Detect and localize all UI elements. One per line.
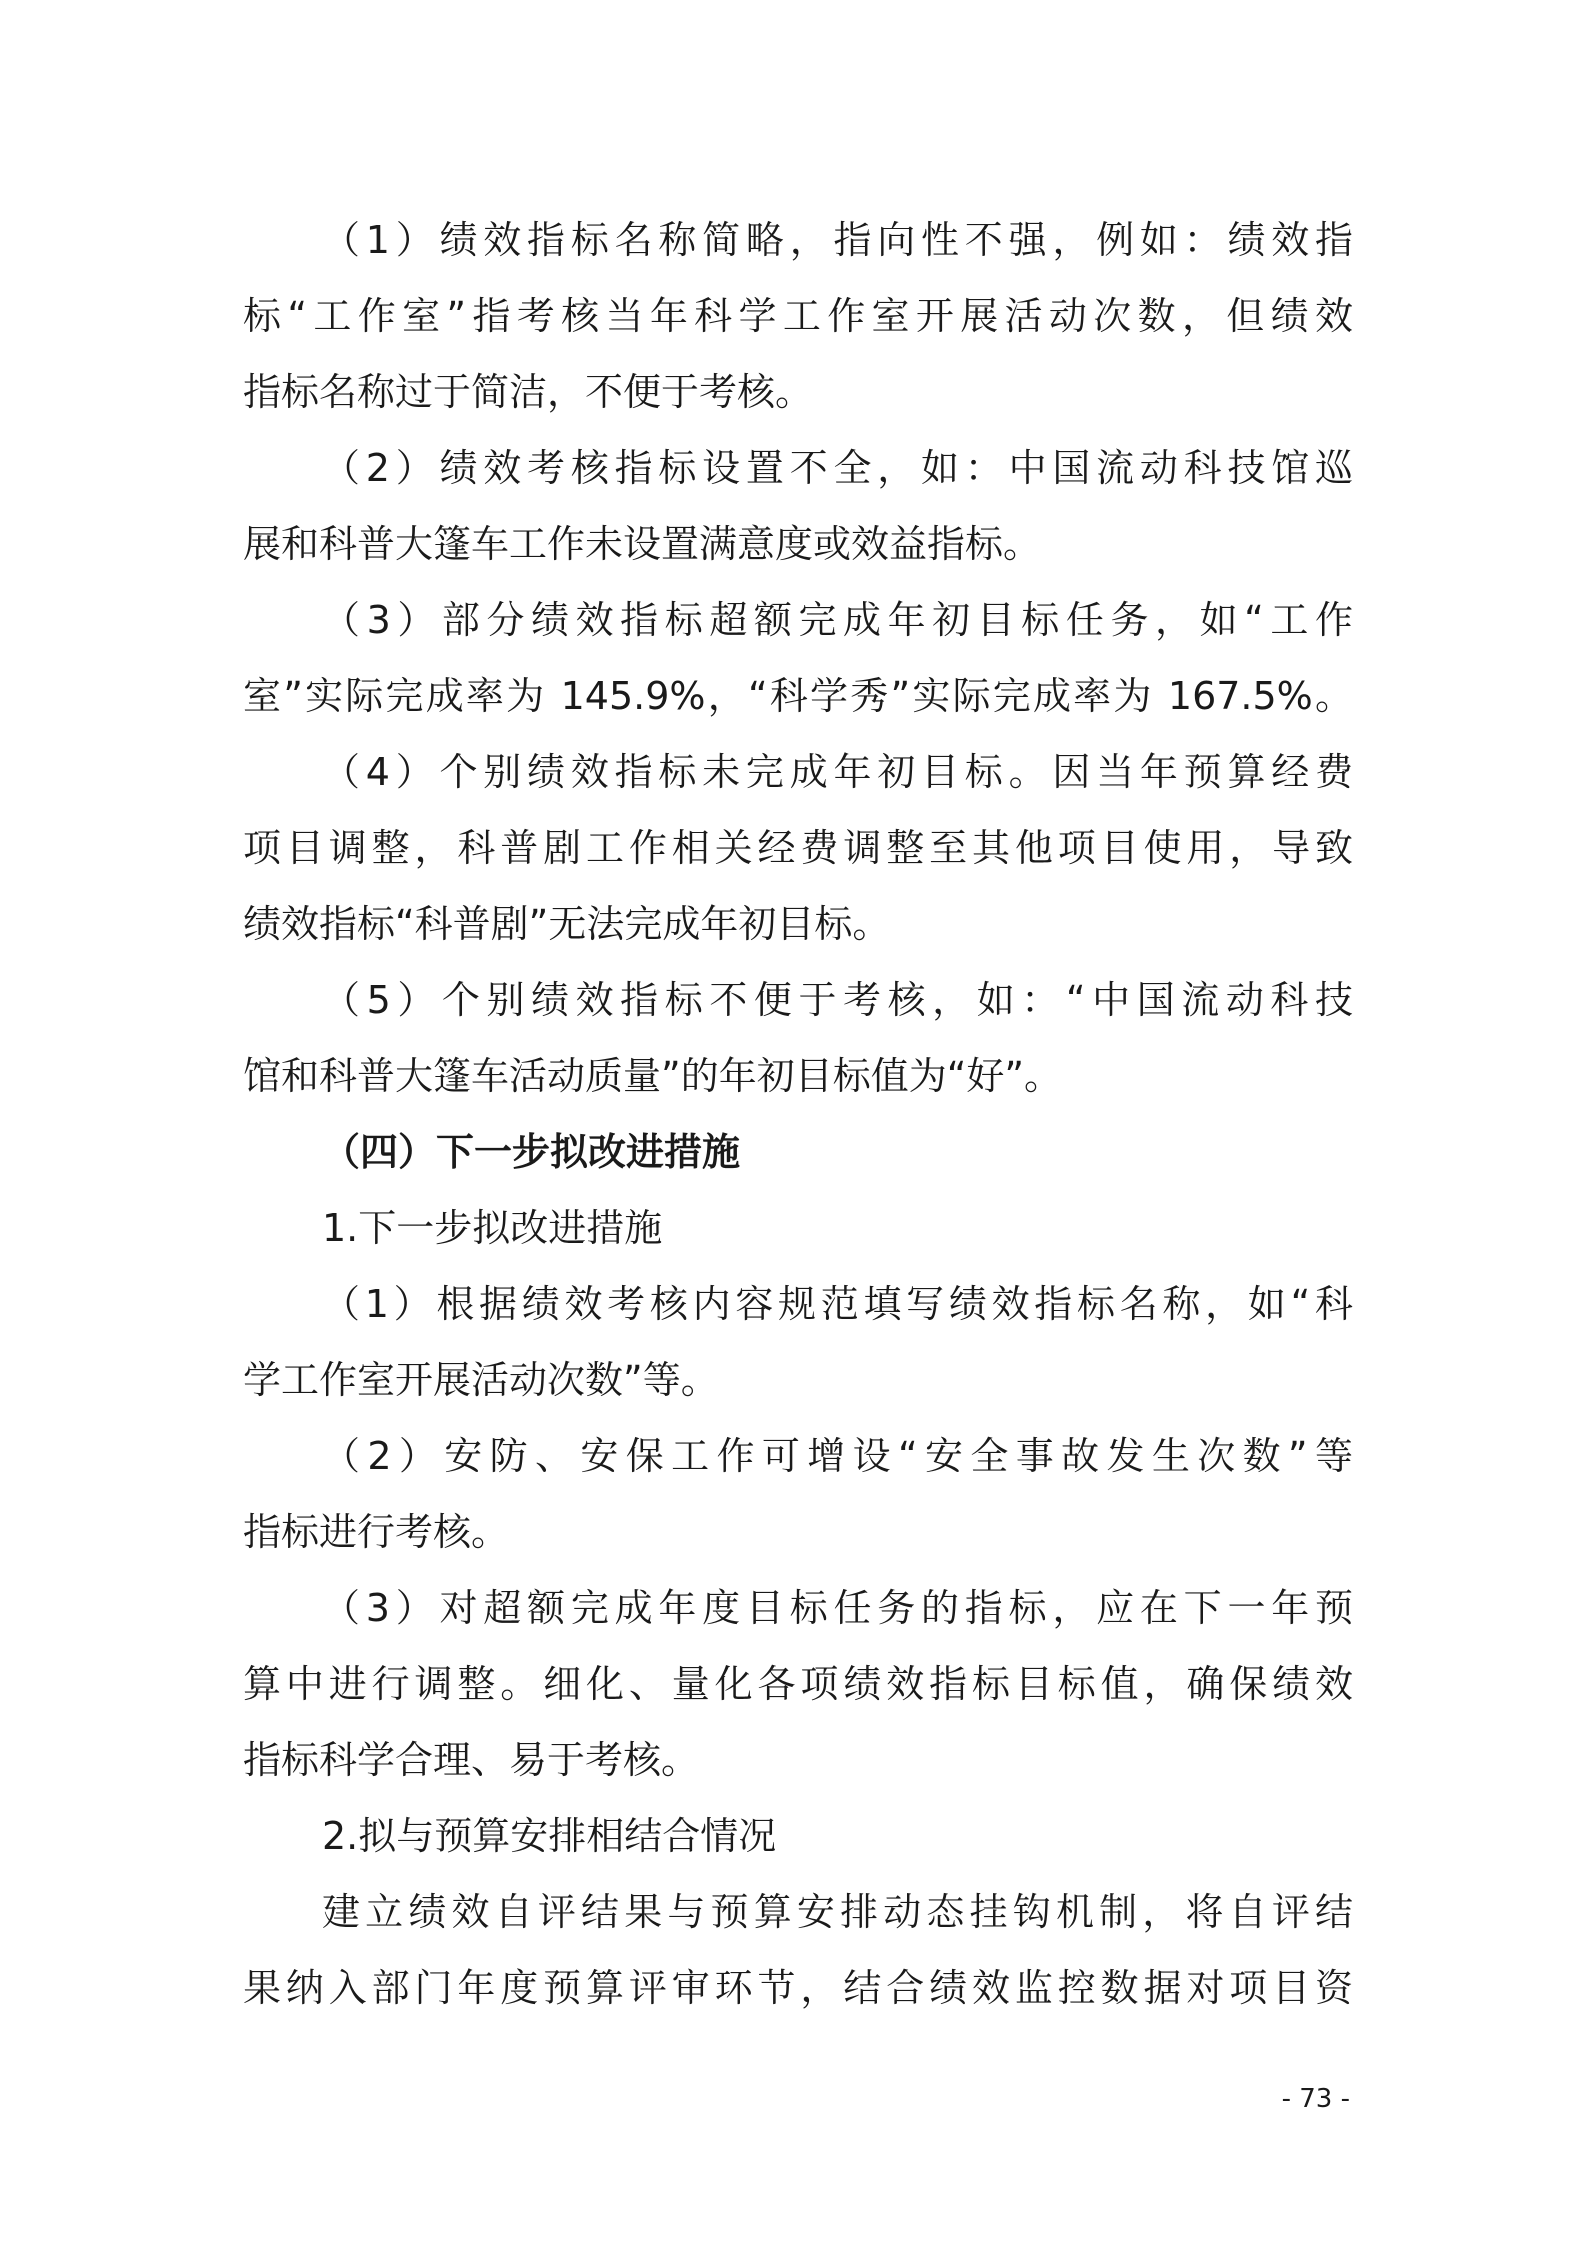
paragraph-1-line-3: 指标名称过于简洁，不便于考核。	[243, 370, 814, 414]
paragraph-5-line-1: （5）个别绩效指标不便于考核，如：“中国流动科技	[322, 978, 1353, 1022]
paragraph-4-line-3: 绩效指标“科普剧”无法完成年初目标。	[243, 902, 891, 946]
budget-paragraph-line-1: 建立绩效自评结果与预算安排动态挂钩机制，将自评结	[322, 1890, 1353, 1934]
paragraph-3-line-2: 室”实际完成率为 145.9%，“科学秀”实际完成率为 167.5%。	[243, 674, 1353, 718]
budget-paragraph-line-2: 果纳入部门年度预算评审环节，结合绩效监控数据对项目资	[243, 1966, 1353, 2010]
measure-2-line-2: 指标进行考核。	[243, 1510, 510, 1554]
paragraph-4-line-1: （4）个别绩效指标未完成年初目标。因当年预算经费	[322, 750, 1353, 794]
subsection-heading-1: 1.下一步拟改进措施	[322, 1206, 663, 1250]
measure-1-line-2: 学工作室开展活动次数”等。	[243, 1358, 719, 1402]
section-heading: （四）下一步拟改进措施	[322, 1130, 741, 1174]
measure-2-line-1: （2）安防、安保工作可增设“安全事故发生次数”等	[322, 1434, 1353, 1478]
measure-3-line-1: （3）对超额完成年度目标任务的指标，应在下一年预	[322, 1586, 1353, 1630]
paragraph-2-line-2: 展和科普大篷车工作未设置满意度或效益指标。	[243, 522, 1042, 566]
paragraph-1-line-2: 标“工作室”指考核当年科学工作室开展活动次数，但绩效	[243, 294, 1353, 338]
paragraph-3-line-1: （3）部分绩效指标超额完成年初目标任务，如“工作	[322, 598, 1353, 642]
page-number: - 73 -	[1281, 2084, 1350, 2114]
paragraph-5-line-2: 馆和科普大篷车活动质量”的年初目标值为“好”。	[243, 1054, 1063, 1098]
paragraph-4-line-2: 项目调整，科普剧工作相关经费调整至其他项目使用，导致	[243, 826, 1353, 870]
measure-3-line-2: 算中进行调整。细化、量化各项绩效指标目标值，确保绩效	[243, 1662, 1353, 1706]
paragraph-1-line-1: （1）绩效指标名称简略，指向性不强，例如：绩效指	[322, 218, 1353, 262]
measure-1-line-1: （1）根据绩效考核内容规范填写绩效指标名称，如“科	[322, 1282, 1353, 1326]
subsection-heading-2: 2.拟与预算安排相结合情况	[322, 1814, 777, 1858]
paragraph-2-line-1: （2）绩效考核指标设置不全，如：中国流动科技馆巡	[322, 446, 1353, 490]
measure-3-line-3: 指标科学合理、易于考核。	[243, 1738, 700, 1782]
